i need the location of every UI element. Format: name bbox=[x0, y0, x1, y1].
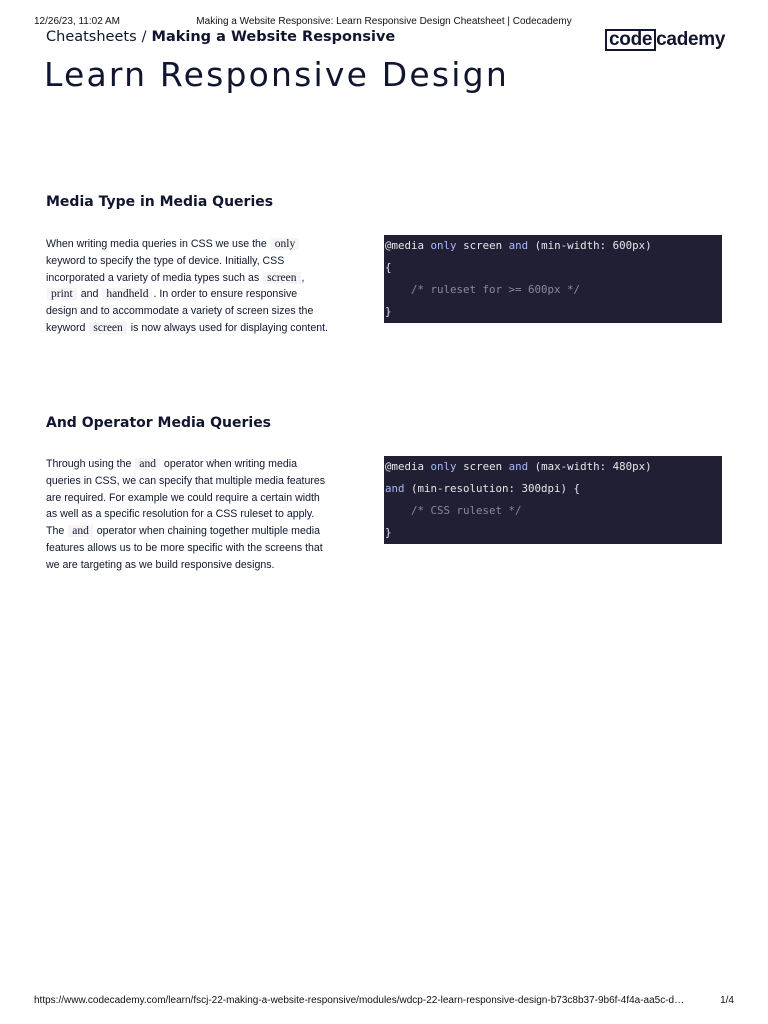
inline-code-and: and bbox=[135, 458, 160, 470]
code-comment: /* ruleset for >= 600px */ bbox=[385, 283, 581, 296]
paragraph-text: When writing media queries in CSS we use the bbox=[46, 238, 267, 250]
breadcrumb-current: Making a Website Responsive bbox=[151, 29, 396, 45]
print-header bbox=[34, 16, 734, 30]
code-token: } bbox=[385, 526, 392, 539]
section-paragraph-and-operator bbox=[46, 456, 331, 574]
print-document-title: Making a Website Responsive: Learn Responsive Design Cheatsheet | Codecademy bbox=[196, 16, 572, 27]
code-line bbox=[384, 456, 722, 478]
code-token: } bbox=[385, 305, 392, 318]
code-line bbox=[384, 257, 722, 279]
code-line bbox=[384, 235, 722, 257]
code-token: @media bbox=[385, 460, 425, 473]
paragraph-text: operator when chaining together multiple media features allows us to be more specific with the screens that we are targeting as we build responsive designs. bbox=[46, 525, 323, 571]
inline-code-screen: screen bbox=[263, 272, 300, 284]
section-heading-and-operator: And Operator Media Queries bbox=[46, 415, 272, 431]
code-keyword: only bbox=[430, 460, 457, 473]
code-token: (min-width: 600px) bbox=[534, 239, 652, 252]
code-keyword: and bbox=[508, 239, 529, 252]
paragraph-text: operator when writing media queries in CSS, we can specify that multiple media features are required. For example we could require a certain width as well as a specific resolution for a CSS ruleset to apply. The bbox=[46, 458, 326, 538]
code-token: @media bbox=[385, 239, 425, 252]
code-comment: /* CSS ruleset */ bbox=[385, 504, 522, 517]
inline-code-screen: screen bbox=[89, 322, 126, 334]
paragraph-text: and bbox=[80, 288, 99, 301]
inline-code-print: print bbox=[47, 288, 77, 300]
paragraph-text: is now always used for displaying content. bbox=[130, 321, 329, 334]
code-block-media-type[interactable] bbox=[384, 235, 722, 323]
breadcrumb-separator: / bbox=[141, 29, 147, 45]
inline-code-handheld: handheld bbox=[102, 288, 152, 300]
code-line bbox=[384, 279, 722, 301]
section-paragraph-media-type bbox=[46, 236, 331, 337]
code-keyword: and bbox=[385, 482, 405, 495]
code-token: screen bbox=[463, 239, 503, 252]
section-heading-media-type: Media Type in Media Queries bbox=[46, 194, 274, 210]
code-token: { bbox=[385, 261, 392, 274]
code-keyword: and bbox=[508, 460, 529, 473]
code-token: (max-width: 480px) bbox=[534, 460, 652, 473]
paragraph-text: keyword to specify the type of device. Initially, CSS incorporated a variety of media types such as bbox=[46, 254, 285, 284]
code-line bbox=[384, 500, 722, 522]
code-line bbox=[384, 478, 722, 500]
code-block-and-operator[interactable] bbox=[384, 456, 722, 544]
logo-code-part: code bbox=[605, 29, 656, 51]
print-footer bbox=[34, 995, 734, 1009]
code-line bbox=[384, 301, 722, 323]
paragraph-text: Through using the bbox=[46, 458, 132, 470]
code-keyword: only bbox=[430, 239, 457, 252]
code-token: screen bbox=[463, 460, 503, 473]
print-date: 12/26/23, 11:02 AM bbox=[34, 16, 120, 27]
paragraph-text: . In order to ensure responsive design and to accommodate a variety of screen sizes the keyword bbox=[46, 288, 314, 334]
codecademy-logo[interactable] bbox=[605, 29, 725, 51]
logo-cademy-part: cademy bbox=[656, 29, 726, 50]
breadcrumb-parent-link[interactable]: Cheatsheets bbox=[46, 29, 137, 45]
code-token: (min-resolution: 300dpi) { bbox=[411, 482, 581, 495]
breadcrumb bbox=[46, 29, 395, 45]
print-url: https://www.codecademy.com/learn/fscj-22-making-a-website-responsive/modules/wdcp-22-learn-responsive-design-b73c8b37-9b6f-4f4a-aa5c-d… bbox=[34, 995, 685, 1006]
page-title: Learn Responsive Design bbox=[44, 55, 509, 94]
paragraph-text: , bbox=[301, 271, 305, 284]
inline-code-only: only bbox=[271, 238, 299, 250]
inline-code-and: and bbox=[68, 525, 93, 537]
code-line bbox=[384, 522, 722, 544]
print-page-number: 1/4 bbox=[720, 995, 734, 1006]
